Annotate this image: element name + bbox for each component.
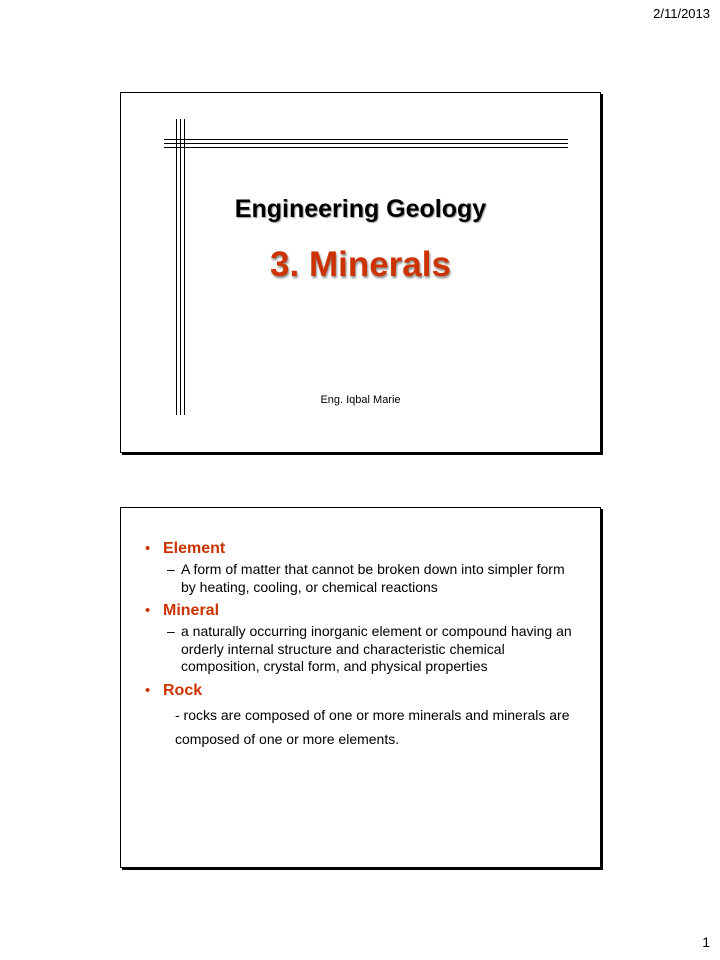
page-number: 1 xyxy=(702,934,710,950)
slide-content xyxy=(145,540,580,751)
dash-marker: – xyxy=(167,561,175,577)
title-rule-line xyxy=(164,143,568,144)
definitions-slide xyxy=(120,507,601,868)
definition-mineral xyxy=(167,623,580,676)
title-rule-line xyxy=(164,139,568,140)
definition-text: a naturally occurring inorganic element or compound having an orderly internal structure and characteristic chemical composition, crystal form, and physical properties xyxy=(181,623,572,674)
bullet-rock xyxy=(145,682,580,700)
term-mineral: Mineral xyxy=(163,602,220,619)
title-rule-line xyxy=(164,147,568,148)
bullet-dot-icon: • xyxy=(145,681,151,699)
slide-title: Engineering Geology xyxy=(234,195,487,223)
page-date: 2/11/2013 xyxy=(653,6,710,21)
slide-subtitle: 3. Minerals xyxy=(270,245,451,284)
bullet-mineral xyxy=(145,602,580,620)
bullet-dot-icon: • xyxy=(145,540,151,557)
term-rock: Rock xyxy=(163,681,203,699)
slide-author: Eng. Iqbal Marie xyxy=(320,394,401,406)
definition-element xyxy=(167,561,580,596)
bullet-dot-icon: • xyxy=(145,602,151,619)
definition-rock: - rocks are composed of one or more minerals and minerals are composed of one or more elements. xyxy=(175,706,570,747)
definition-text: A form of matter that cannot be broken down into simpler form by heating, cooling, or chemical reactions xyxy=(181,561,565,595)
title-slide xyxy=(120,92,601,453)
bullet-element xyxy=(145,540,580,558)
term-element: Element xyxy=(163,540,226,557)
dash-marker: – xyxy=(167,623,175,639)
